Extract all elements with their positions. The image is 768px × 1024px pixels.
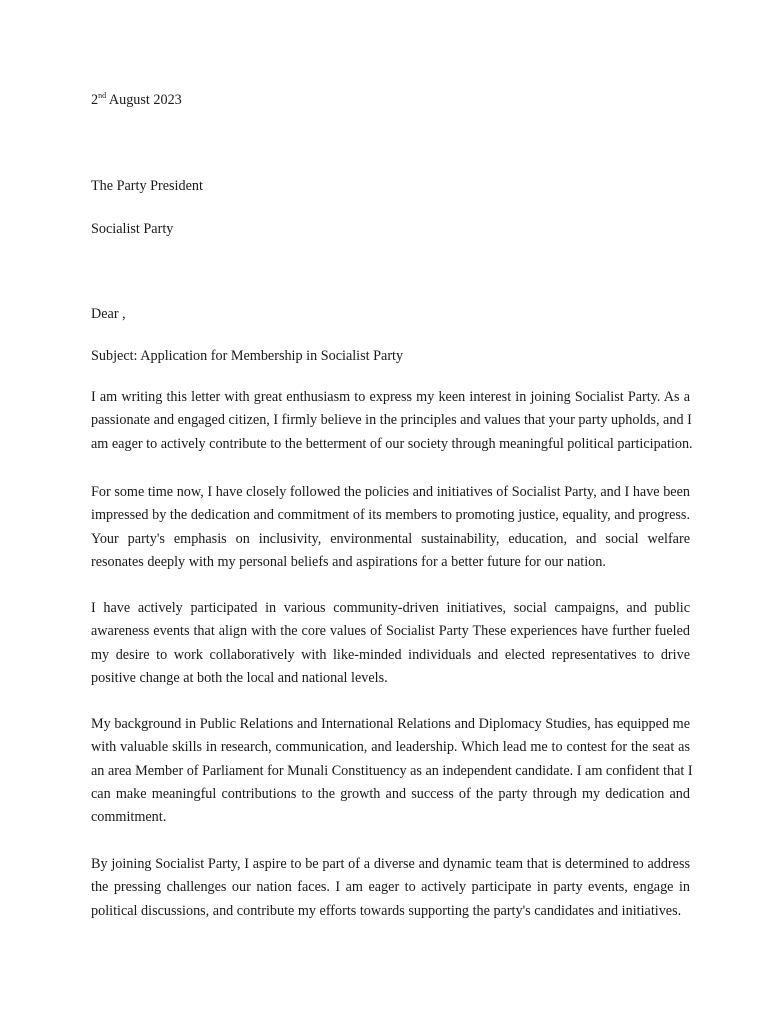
- date-rest: August 2023: [106, 92, 182, 108]
- paragraph-line: Your party's emphasis on inclusivity, environmental sustainability, education, and social welfare: [91, 530, 690, 547]
- paragraph-line: the pressing challenges our nation faces. I am eager to actively participate in party events, engage in: [91, 879, 690, 896]
- paragraph-line: I am writing this letter with great enthusiasm to express my keen interest in joining Socialist Party. As a: [91, 389, 690, 405]
- paragraph-participation: [91, 597, 690, 690]
- paragraph-line: passionate and engaged citizen, I firmly believe in the principles and values that your party upholds, and I: [91, 412, 692, 429]
- paragraph-line: For some time now, I have closely followed the policies and initiatives of Socialist Party, and I have been: [91, 484, 690, 500]
- paragraph-line: my desire to work collaboratively with like-minded individuals and elected representatives to drive: [91, 646, 690, 663]
- paragraph-line: By joining Socialist Party, I aspire to be part of a diverse and dynamic team that is determined to address: [91, 856, 690, 872]
- paragraph-background: [91, 713, 693, 829]
- letter-date: [91, 89, 182, 112]
- salutation: Dear ,: [91, 306, 126, 322]
- paragraph-line: with valuable skills in research, communication, and leadership. Which lead me to contest for the seat as: [91, 739, 690, 756]
- date-suffix: nd: [98, 91, 107, 100]
- paragraph-line: positive change at both the local and national levels.: [91, 669, 388, 686]
- subject-line: Subject: Application for Membership in Socialist Party: [91, 348, 404, 364]
- paragraph-line: an area Member of Parliament for Munali Constituency as an independent candidate. I am confident that I: [91, 762, 693, 779]
- paragraph-line: commitment.: [91, 809, 167, 826]
- paragraph-line: I have actively participated in various community-driven initiatives, social campaigns, and public: [91, 600, 690, 616]
- paragraph-line: My background in Public Relations and International Relations and Diplomacy Studies, has equipped me: [91, 716, 690, 732]
- paragraph-line: resonates deeply with my personal beliefs and aspirations for a better future for our nation.: [91, 553, 606, 570]
- paragraph-line: can make meaningful contributions to the growth and success of the party through my dedication and: [91, 785, 690, 802]
- paragraph-aspiration: [91, 853, 690, 923]
- paragraph-intro: [91, 386, 693, 456]
- paragraph-line: am eager to actively contribute to the betterment of our society through meaningful political participation.: [91, 435, 693, 452]
- recipient-organization: Socialist Party: [91, 221, 174, 237]
- paragraph-policies: [91, 481, 690, 574]
- paragraph-line: impressed by the dedication and commitment of its members to promoting justice, equality, and progress.: [91, 507, 690, 524]
- paragraph-line: political discussions, and contribute my efforts towards supporting the party's candidates and initiatives.: [91, 902, 682, 919]
- recipient-title: The Party President: [91, 178, 203, 194]
- paragraph-line: awareness events that align with the core values of Socialist Party These experiences have further fueled: [91, 623, 690, 640]
- date-day: 2: [91, 92, 99, 108]
